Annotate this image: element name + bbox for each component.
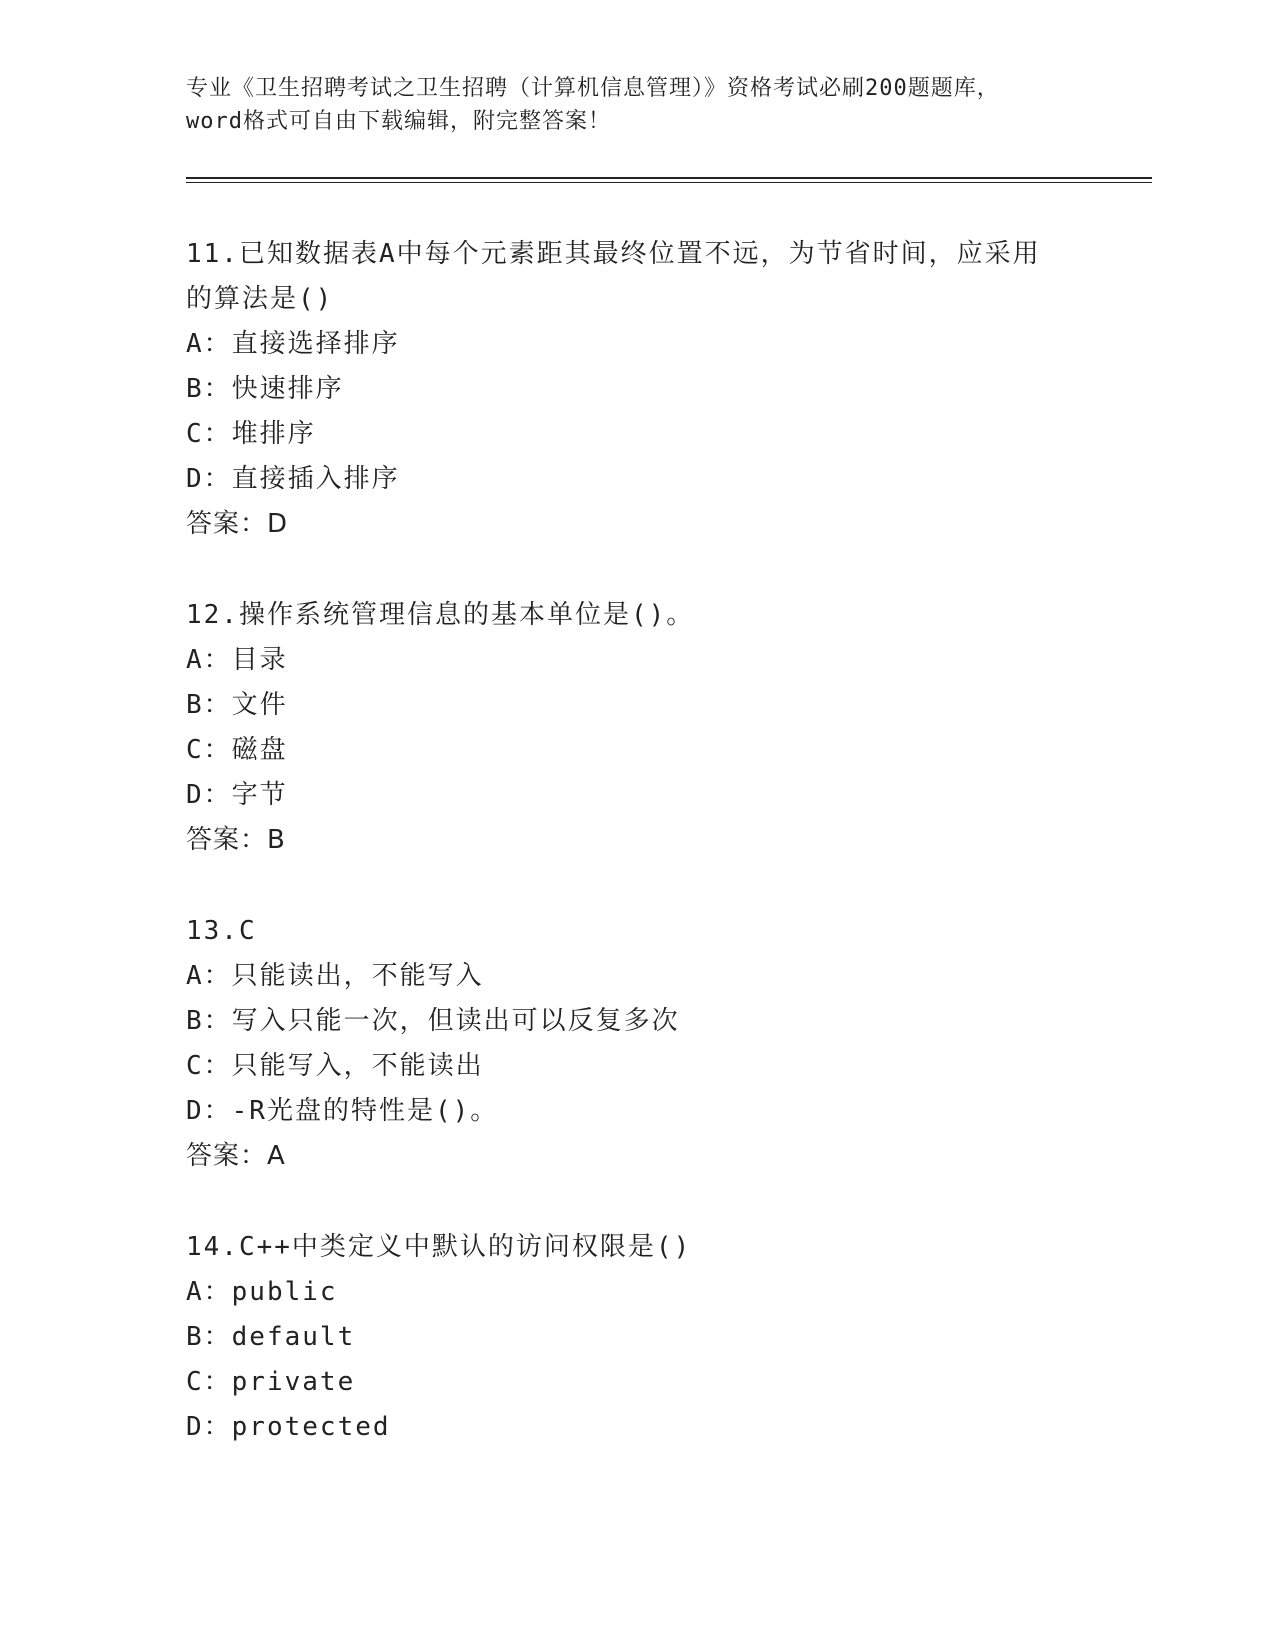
question-list xyxy=(186,232,1086,1496)
option-b: B：文件 xyxy=(186,690,288,720)
option-d: D：protected xyxy=(186,1412,391,1442)
option-c: C：堆排序 xyxy=(186,419,316,449)
answer-line: 答案：A xyxy=(186,1141,286,1171)
question-stem xyxy=(186,232,1086,322)
question-stem-line: 11.已知数据表A中每个元素距其最终位置不远，为节省时间，应采用 xyxy=(186,239,1041,269)
option-a: A：直接选择排序 xyxy=(186,329,400,359)
question-12 xyxy=(186,593,1086,863)
question-14 xyxy=(186,1225,1086,1450)
answer-line: 答案：B xyxy=(186,825,286,855)
header-line-1: 专业《卫生招聘考试之卫生招聘（计算机信息管理）》资格考试必刷200题题库， xyxy=(186,76,1000,101)
option-c: C：磁盘 xyxy=(186,735,288,765)
option-c: C：private xyxy=(186,1367,356,1397)
question-13 xyxy=(186,909,1086,1179)
option-d: D：-R光盘的特性是()。 xyxy=(186,1096,499,1126)
option-d: D：直接插入排序 xyxy=(186,464,400,494)
option-b: B：写入只能一次，但读出可以反复多次 xyxy=(186,1006,680,1036)
question-stem: 14.C++中类定义中默认的访问权限是() xyxy=(186,1232,692,1262)
question-11 xyxy=(186,232,1086,547)
option-a: A：只能读出，不能写入 xyxy=(186,961,484,991)
question-stem-line: 的算法是() xyxy=(186,284,334,314)
option-b: B：default xyxy=(186,1322,356,1352)
option-b: B：快速排序 xyxy=(186,374,344,404)
header-divider-thin xyxy=(186,182,1152,183)
option-a: A：目录 xyxy=(186,645,288,675)
option-a: A：public xyxy=(186,1277,338,1307)
option-c: C：只能写入，不能读出 xyxy=(186,1051,484,1081)
question-stem: 13.C xyxy=(186,916,257,946)
answer-line: 答案：D xyxy=(186,509,289,539)
header-line-2: word格式可自由下载编辑，附完整答案！ xyxy=(186,109,611,134)
header-divider-thick xyxy=(186,177,1152,179)
question-stem: 12.操作系统管理信息的基本单位是()。 xyxy=(186,600,695,630)
option-d: D：字节 xyxy=(186,780,288,810)
document-header xyxy=(186,72,1086,138)
